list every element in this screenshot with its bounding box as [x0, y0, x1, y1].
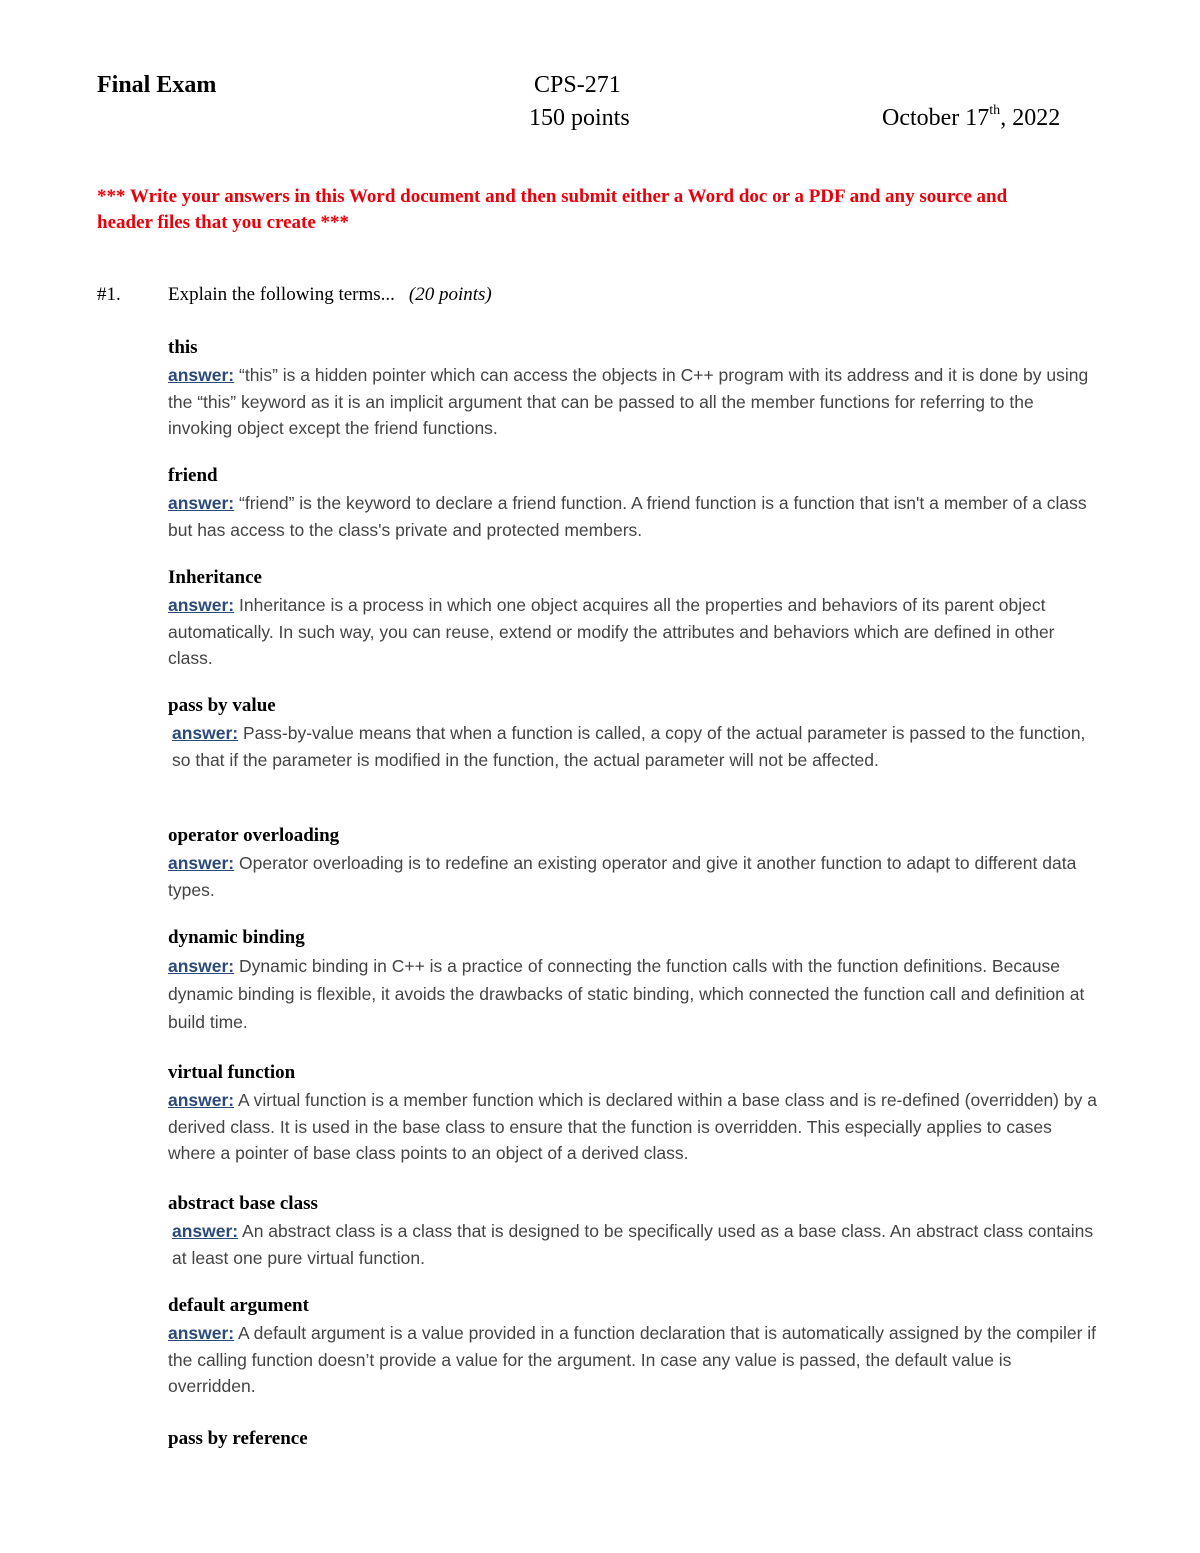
answer-label: answer:	[172, 723, 239, 743]
date-main: October 17	[882, 105, 990, 131]
term-name: pass by value	[168, 695, 276, 716]
term-block-dynamic-binding	[168, 926, 1098, 1036]
term-answer	[168, 1320, 1098, 1400]
exam-title: Final Exam	[97, 72, 217, 98]
answer-label: answer:	[168, 956, 235, 976]
term-name: virtual function	[168, 1062, 296, 1083]
answer-label: answer:	[172, 1221, 239, 1241]
answer-text: Operator overloading is to redefine an existing operator and give it another function to adapt to different data types.	[168, 853, 1077, 900]
term-answer	[168, 720, 1098, 773]
answer-label: answer:	[168, 365, 235, 385]
date-suffix: th	[989, 103, 1001, 118]
answer-text: An abstract class is a class that is designed to be specifically used as a base class. An abstract class contains at least one pure virtual function.	[172, 1221, 1094, 1268]
term-answer	[168, 362, 1098, 442]
term-name: pass by reference	[168, 1428, 308, 1449]
question-points: (20 points)	[408, 284, 492, 305]
date-year: , 2022	[1000, 105, 1061, 131]
term-block-operator-overloading	[168, 824, 1098, 903]
term-block-default-argument	[168, 1294, 1098, 1400]
term-answer	[168, 850, 1098, 903]
total-points: 150 points	[529, 105, 630, 131]
term-name: abstract base class	[168, 1193, 318, 1214]
term-answer	[168, 1218, 1098, 1271]
question-prompt-text: Explain the following terms...	[168, 284, 395, 305]
term-answer	[168, 952, 1098, 1036]
answer-text: Pass-by-value means that when a function is called, a copy of the actual parameter is passed to the function, so that if the parameter is modified in the function, the actual parameter will not be affected.	[172, 723, 1086, 770]
term-block-this	[168, 336, 1098, 442]
answer-label: answer:	[168, 1323, 235, 1343]
question-number: #1.	[97, 284, 121, 305]
answer-label: answer:	[168, 595, 235, 615]
answer-text: A default argument is a value provided in a function declaration that is automatically assigned by the compiler if the calling function doesn’t provide a value for the argument. In case any value is passed, the default value is overridden.	[168, 1323, 1097, 1396]
term-name: dynamic binding	[168, 927, 305, 948]
answer-text: A virtual function is a member function which is declared within a base class and is re-defined (overridden) by a derived class. It is used in the base class to ensure that the function is overridden. This especially applies to cases where a pointer of base class points to an object of a derived class.	[168, 1090, 1097, 1163]
term-answer	[168, 490, 1098, 543]
term-answer	[168, 592, 1098, 672]
answer-label: answer:	[168, 1090, 235, 1110]
term-block-virtual-function	[168, 1061, 1098, 1167]
term-block-friend	[168, 464, 1098, 543]
term-block-pass-by-value	[168, 694, 1098, 773]
term-name: Inheritance	[168, 567, 262, 588]
answer-text: Dynamic binding in C++ is a practice of connecting the function calls with the function definitions. Because dynamic binding is flexible, it avoids the drawbacks of static binding, which connected the function call and definition at build time.	[168, 956, 1085, 1032]
answer-text: “this” is a hidden pointer which can access the objects in C++ program with its address and it is done by using the “this” keyword as it is an implicit argument that can be passed to all the member functions for referring to the invoking object except the friend functions.	[168, 365, 1089, 438]
term-name: default argument	[168, 1295, 309, 1316]
answer-text: “friend” is the keyword to declare a friend function. A friend function is a function that isn't a member of a class but has access to the class's private and protected members.	[168, 493, 1087, 540]
term-block-inheritance	[168, 566, 1098, 672]
course-code: CPS-271	[534, 72, 621, 98]
instructions: *** Write your answers in this Word document and then submit either a Word doc or a PDF and any source and header files that you create ***	[97, 186, 1008, 233]
term-answer	[168, 1087, 1098, 1167]
term-name: this	[168, 337, 198, 358]
term-block-pass-by-reference	[168, 1427, 1098, 1453]
answer-text: Inheritance is a process in which one object acquires all the properties and behaviors of its parent object automatically. In such way, you can reuse, extend or modify the attributes and behaviors which are defined in other class.	[168, 595, 1055, 668]
exam-date	[882, 105, 1060, 132]
answer-label: answer:	[168, 493, 235, 513]
term-name: operator overloading	[168, 825, 340, 846]
question-prompt	[168, 284, 492, 306]
term-name: friend	[168, 465, 218, 486]
answer-label: answer:	[168, 853, 235, 873]
term-block-abstract-base-class	[168, 1192, 1098, 1271]
